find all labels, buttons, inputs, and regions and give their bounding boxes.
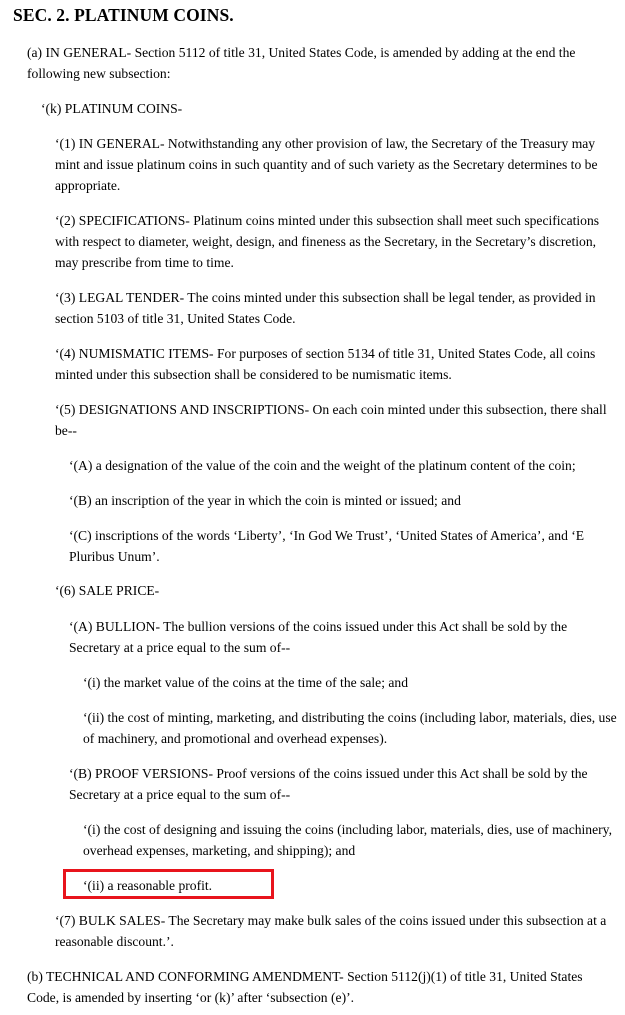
item-k6b-i-design-cost: ‘(i) the cost of designing and issuing the coins (including labor, materials, dies, use of machinery, overhead expenses, marketing, and shipping); and [83,822,612,858]
section-heading: SEC. 2. PLATINUM COINS. [13,5,234,25]
subsection-b-amendment: (b) TECHNICAL AND CONFORMING AMENDMENT- Section 5112(j)(1) of title 31, United States Code, is amended by inserting ‘or (k)’ after ‘subsection (e)’. [27,969,583,1005]
highlight-box [63,869,274,899]
clause-k5a-designation: ‘(A) a designation of the value of the coin and the weight of the platinum content of the coin; [69,458,576,473]
clause-k5b-year-inscription: ‘(B) an inscription of the year in which the coin is minted or issued; and [69,493,461,508]
paragraph-k5-designations: ‘(5) DESIGNATIONS AND INSCRIPTIONS- On each coin minted under this subsection, there shall be-- [55,402,607,438]
subsection-a-paragraph: (a) IN GENERAL- Section 5112 of title 31, United States Code, is amended by adding at the end the following new subsection: [27,45,576,81]
paragraph-k4-numismatic-items: ‘(4) NUMISMATIC ITEMS- For purposes of section 5134 of title 31, United States Code, all coins minted under this subsection shall be considered to be numismatic items. [55,346,596,382]
item-k6b-ii-reasonable-profit: ‘(ii) a reasonable profit. [83,878,213,893]
clause-k6a-bullion: ‘(A) BULLION- The bullion versions of the coins issued under this Act shall be sold by the Secretary at a price equal to the sum of-- [69,619,568,655]
paragraph-k1-in-general: ‘(1) IN GENERAL- Notwithstanding any other provision of law, the Secretary of the Treasury may mint and issue platinum coins in such quantity and of such variety as the Secretary determines to be appropriate. [55,136,598,193]
paragraph-k3-legal-tender: ‘(3) LEGAL TENDER- The coins minted under this subsection shall be legal tender, as provided in section 5103 of title 31, United States Code. [55,290,596,326]
subsection-k-heading: ‘(k) PLATINUM COINS- [41,101,183,116]
item-k6a-i-market-value: ‘(i) the market value of the coins at the time of the sale; and [83,675,408,690]
paragraph-k6-sale-price: ‘(6) SALE PRICE- [55,583,160,598]
clause-k5c-inscriptions: ‘(C) inscriptions of the words ‘Liberty’, ‘In God We Trust’, ‘United States of America’, and ‘E Pluribus Unum’. [69,528,585,564]
paragraph-k2-specifications: ‘(2) SPECIFICATIONS- Platinum coins minted under this subsection shall meet such specifications with respect to diameter, weight, design, and fineness as the Secretary, in the Secretary’s discretion, may prescribe from time to time. [55,213,600,270]
paragraph-k7-bulk-sales: ‘(7) BULK SALES- The Secretary may make bulk sales of the coins issued under this subsection at a reasonable discount.’. [55,913,607,949]
item-k6a-ii-minting-cost: ‘(ii) the cost of minting, marketing, and distributing the coins (including labor, materials, dies, use of machinery, and promotional and overhead expenses). [83,710,617,746]
clause-k6b-proof-versions: ‘(B) PROOF VERSIONS- Proof versions of the coins issued under this Act shall be sold by the Secretary at a price equal to the sum of-- [69,766,588,802]
